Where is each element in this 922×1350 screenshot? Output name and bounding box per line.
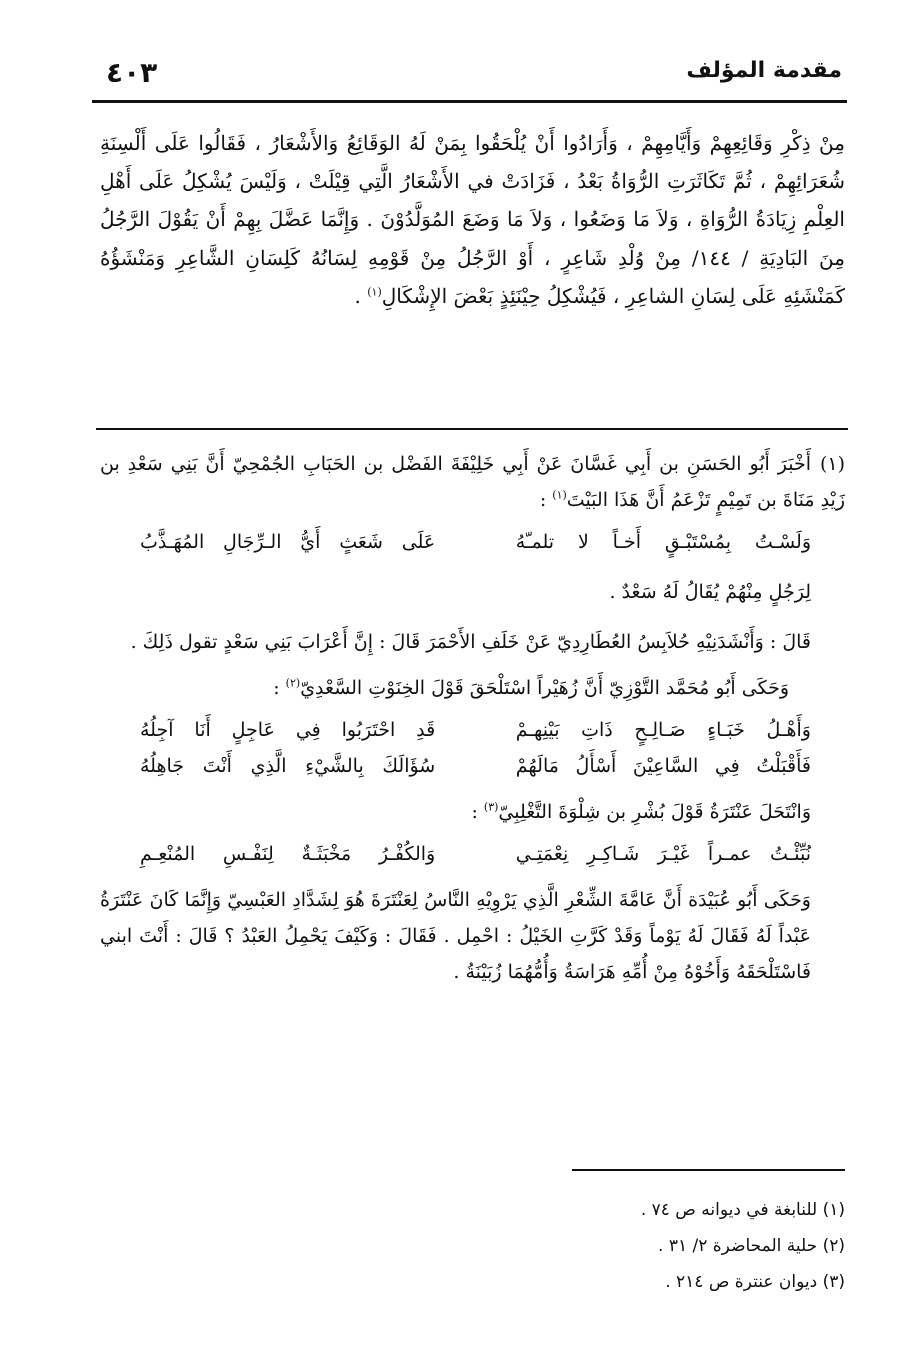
- footnote-reference: (٣): [483, 800, 499, 814]
- verse-line-4: [100, 748, 845, 784]
- page-number: ٤٠٣: [106, 56, 158, 89]
- verse-line-5: [100, 836, 845, 872]
- main-paragraph-text: مِنْ ذِكْرِ وَقَائِعِهِمْ وَأَيَّامِهِمْ ، وَأَرَادُوا أَنْ يُلْحَقُوا بِمَنْ لَهُ الوَقَائِعُ وَالأَشْعَارُ ، فَقَالُوا عَلَى أَلْسِنَةِ شُعَرَائِهِمْ ، ثُمَّ تَكَاثَرَتِ الرُّوَاةُ بَعْدُ ، فَزَادَتْ في الأَشْعَارُ الَّتِي قِيْلَتْ ، وَلَيْسَ يُشْكِلُ عَلَى أَهْلِ العِلْمِ زِيَادَةُ الرُّوَاةِ ، وَلاَ مَا وَضَعُوا ، وَلاَ مَا وَضَعَ المُوَلَّدُوْنَ . وَإِنَّمَا عَضَّلَ بِهِمْ أَنْ يَقُوْلَ الرَّجُلُ مِنَ البَادِيَةِ / ١٤٤/ مِنْ وُلْدِ شَاعِرٍ ، أَوْ الرَّجُلُ مِنْ قَوْمِهِ لِسَانُهُ كَلِسَانِ الشَّاعِرِ وَمَنْشَؤُهُ كَمَنْشَئِهِ عَلَى لِسَانِ الشاعِرِ ، فَيُشْكِلُ حِيْنَئِذٍ بَعْضَ الإِشْكَالِ: [100, 131, 845, 308]
- main-paragraph: [100, 124, 845, 315]
- verse-line-2: لِرَجُلٍ مِنْهُمْ يُقَالُ لَهُ سَعْدٌ .: [609, 581, 811, 603]
- verse-line-3: [100, 712, 845, 748]
- footnote-reference: (٢): [285, 676, 301, 690]
- footnote-text: وَانْتَحَلَ عَنْتَرَةُ قَوْلَ بُشْرِ بن شِلْوَةَ التَّغْلِبِيّ: [498, 801, 811, 823]
- header-rule: [92, 100, 847, 103]
- footnote-text-end: :: [471, 801, 484, 823]
- footnote-paragraph-2: قَالَ : وَأَنْشَدَنِيْهِ حُلاَبِسُ العُطَارِدِيّ عَنْ خَلَفِ الأَحْمَرَ قَالَ : إِنَّ أَعْرَابَ بَنِي سَعْدٍ تقول ذَلِكَ .: [130, 631, 811, 653]
- main-text-block: [100, 124, 845, 315]
- footnote-block: [100, 446, 845, 990]
- references-block: [300, 1192, 845, 1300]
- footnote-text-end: :: [539, 489, 553, 511]
- footnote-paragraph-1: [100, 446, 845, 518]
- footnote-paragraph-5: وَحَكَى أَبُو عُبَيْدَة أَنَّ عَامَّةَ الشِّعْرِ الَّذِي يَرْوِيْهِ النَّاسُ لِعَنْتَرَةَ هُوَ لِشَدَّادِ العَبْسِيّ وَإِنَّمَا كَانَ عَنْتَرَةُ عَبْداً لَهُ فَقَالَ لَهُ يَوْماً وَقَدْ كَرَّتِ الخَيْلُ : احْمِل . فَقَالَ : وَكَيْفَ يَحْمِلُ العَبْدُ ؟ قَالَ : أَنْتَ ابني فَاسْتَلْحَقَهُ وَأَخُوْهُ مِنْ أُمِّهِ هَرَاسَةُ وَأُمُّهُمَا زُبَيْنَةُ .: [100, 889, 811, 983]
- verse-hemistich: قَدِ احْتَرَبُوا فِي عَاجِلٍ أَنَا آجِلُهُ: [140, 719, 436, 741]
- verse-hemistich: نُبِّئْـتُ عمـراً غَيْـرَ شَـاكِـرِ نِعْمَتِـي: [515, 843, 811, 865]
- footnote-reference: (١): [552, 488, 567, 502]
- reference-item: (٢) حلية المحاضرة ٢/ ٣١ .: [658, 1236, 845, 1256]
- verse-hemistich: سُؤَالَكَ بِالشَّيْءِ الَّذِي أَنْتَ جَاهِلُهُ: [140, 755, 436, 777]
- footnote-paragraph-4: [100, 794, 845, 830]
- reference-item: (٣) ديوان عنترة ص ٢١٤ .: [665, 1272, 845, 1292]
- footnote-text-end: :: [273, 677, 286, 699]
- references-divider: [572, 1169, 845, 1171]
- verse-hemistich: فَأَقْبَلْتُ فِي السَّاعِيْنَ أَسْأَلُ مَالَهُمْ: [515, 755, 811, 777]
- verse-hemistich: وَأَهْـلُ خَبَـاءٍ صَـالِـحٍ ذَاتِ بَيْنِهـمْ: [515, 719, 811, 741]
- verse-hemistich: وَالكُفْـرُ مَخْبَثَـةٌ لِنَفْـسِ المُنْعِـمِ: [140, 843, 436, 865]
- main-paragraph-end: .: [354, 283, 368, 308]
- page-header: [92, 52, 842, 92]
- footnote-text: وَحَكَى أَبُو مُحَمَّد التَّوْزِيّ أَنَّ زُهَيْراً اسْتَلْحَقَ قَوْلَ الخِنَوْتِ السَّعْدِيّ: [300, 677, 789, 699]
- verse-hemistich: وَلَسْـتُ بِمُسْتَبْـقٍ أَخـاً لا تلمـّهُ: [515, 531, 811, 553]
- footnote-paragraph-3: [100, 670, 845, 706]
- footnote-text: أَخْبَرَ أَبُو الحَسَنِ بن أَبِي غَسَّانَ عَنْ أَبِي خَلِيْفَةَ الفَضْل بن الحَبَابِ الجُمْحِيّ أَنَّ بَنِي سَعْدِ بن زَيْدِ مَنَاةَ بن تَمِيْمٍ تَزْعَمُ أَنَّ هَذَا البَيْتَ: [100, 453, 845, 511]
- verse-line-1: [100, 524, 845, 560]
- footnote-reference: (١): [367, 285, 382, 299]
- footnote-divider: [96, 428, 848, 430]
- reference-item: (١) للنابغة في ديوانه ص ٧٤ .: [640, 1200, 845, 1220]
- running-title: مقدمة المؤلف: [686, 58, 842, 83]
- verse-hemistich: عَلَى شَعَثٍ أَيُّ الـرِّجَالِ المُهَـذَّبُ: [140, 531, 436, 553]
- footnote-marker: (١): [819, 453, 845, 475]
